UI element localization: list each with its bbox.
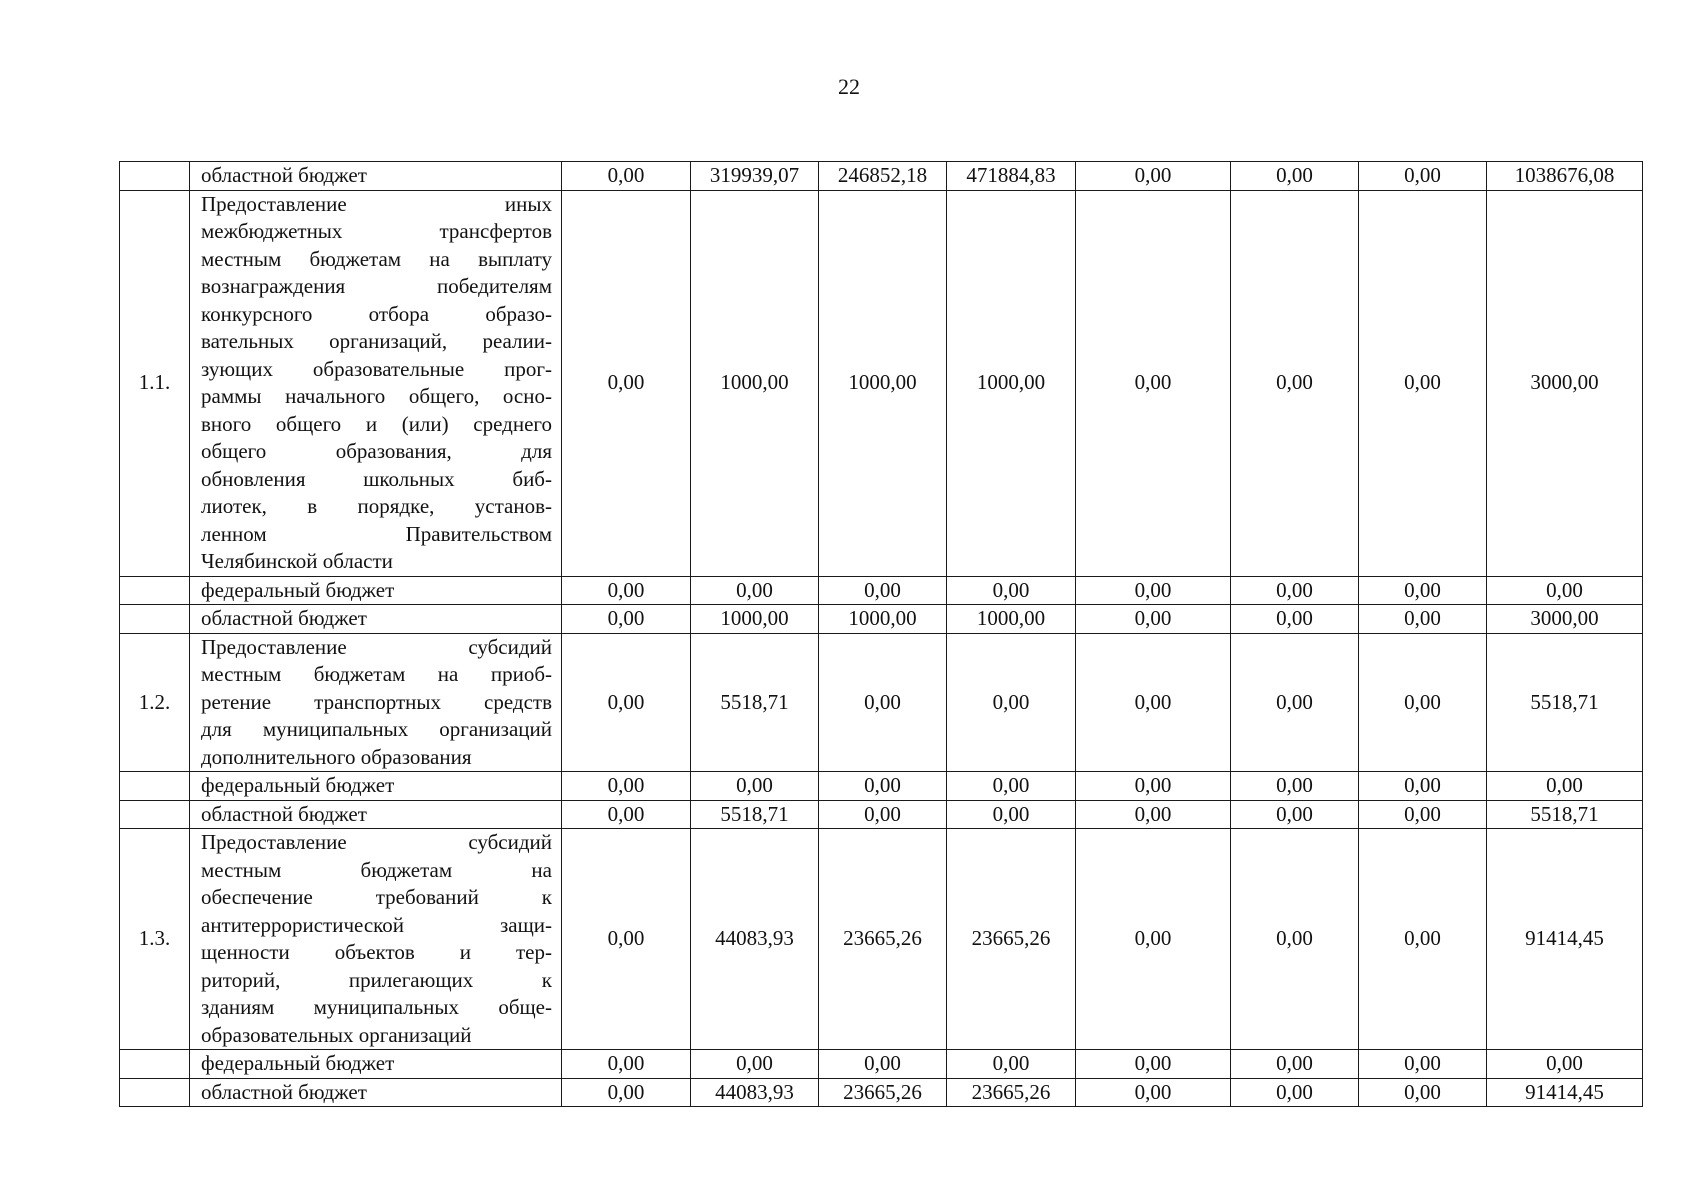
value-cell: 44083,93 — [691, 829, 819, 1050]
value-cell: 0,00 — [1231, 605, 1359, 634]
value-cell: 0,00 — [1487, 576, 1643, 605]
value-cell: 0,00 — [1359, 1050, 1487, 1079]
description-line: вознаграждения победителям — [201, 274, 552, 298]
value-cell: 0,00 — [1231, 576, 1359, 605]
value-cell: 0,00 — [1359, 633, 1487, 772]
description-line: обновления школьных биб- — [201, 466, 552, 491]
value-cell: 3000,00 — [1487, 190, 1643, 576]
description-line: межбюджетных трансфертов — [201, 219, 552, 243]
item-description-cell — [190, 633, 562, 772]
value-cell: 0,00 — [1231, 190, 1359, 576]
description-line: ретение транспортных средств — [201, 689, 552, 714]
value-cell: 0,00 — [1076, 772, 1231, 801]
budget-source-row — [120, 605, 1643, 634]
value-cell: 0,00 — [947, 1050, 1076, 1079]
program-item-row — [120, 633, 1643, 772]
description-line: Челябинской области — [201, 549, 393, 573]
value-cell: 0,00 — [562, 1078, 691, 1107]
value-cell: 0,00 — [1359, 772, 1487, 801]
description-line: местным бюджетам на приоб- — [201, 662, 552, 686]
value-cell: 0,00 — [1359, 190, 1487, 576]
program-item-row — [120, 829, 1643, 1050]
item-number-cell — [120, 576, 190, 605]
value-cell: 0,00 — [1231, 633, 1359, 772]
value-cell: 0,00 — [1231, 1078, 1359, 1107]
description-line: конкурсного отбора образо- — [201, 301, 552, 326]
value-cell: 0,00 — [691, 772, 819, 801]
value-cell: 44083,93 — [691, 1078, 819, 1107]
description-line: для муниципальных организаций — [201, 717, 552, 741]
value-cell: 0,00 — [1076, 829, 1231, 1050]
value-cell: 471884,83 — [947, 162, 1076, 191]
value-cell: 0,00 — [819, 633, 947, 772]
value-cell: 0,00 — [1359, 576, 1487, 605]
budget-table — [119, 161, 1643, 1107]
budget-source-row — [120, 800, 1643, 829]
value-cell: 0,00 — [562, 576, 691, 605]
description-line: Предоставление субсидий — [201, 634, 552, 659]
value-cell: 0,00 — [947, 772, 1076, 801]
description-line: раммы начального общего, осно- — [201, 384, 552, 408]
value-cell: 0,00 — [1076, 1078, 1231, 1107]
value-cell: 0,00 — [562, 605, 691, 634]
value-cell: 0,00 — [562, 800, 691, 829]
value-cell: 0,00 — [1487, 772, 1643, 801]
value-cell: 0,00 — [1487, 1050, 1643, 1079]
value-cell: 0,00 — [1359, 829, 1487, 1050]
budget-table-body — [120, 162, 1643, 1107]
value-cell: 0,00 — [1076, 576, 1231, 605]
value-cell: 0,00 — [562, 1050, 691, 1079]
description-line: местным бюджетам на — [201, 857, 552, 882]
budget-source-row — [120, 576, 1643, 605]
value-cell: 0,00 — [1076, 1050, 1231, 1079]
item-number-cell — [120, 1050, 190, 1079]
value-cell: 0,00 — [1359, 162, 1487, 191]
description-line: Предоставление субсидий — [201, 830, 552, 854]
item-description-cell — [190, 829, 562, 1050]
value-cell: 5518,71 — [1487, 633, 1643, 772]
item-number-cell — [120, 162, 190, 191]
value-cell: 1000,00 — [947, 605, 1076, 634]
description-line: Предоставление иных — [201, 191, 552, 216]
value-cell: 0,00 — [1076, 190, 1231, 576]
budget-source-row — [120, 1078, 1643, 1107]
value-cell: 0,00 — [1076, 633, 1231, 772]
value-cell: 91414,45 — [1487, 829, 1643, 1050]
value-cell: 0,00 — [691, 576, 819, 605]
value-cell: 0,00 — [1231, 772, 1359, 801]
description-line: дополнительного образования — [201, 744, 472, 769]
value-cell: 0,00 — [691, 1050, 819, 1079]
program-item-row — [120, 190, 1643, 576]
value-cell: 0,00 — [1359, 605, 1487, 634]
description-line: щенности объектов и тер- — [201, 940, 552, 964]
description-line: антитеррористической защи- — [201, 912, 552, 937]
value-cell: 0,00 — [1359, 1078, 1487, 1107]
description-line: образовательных организаций — [201, 1022, 472, 1047]
description-line: ленном Правительством — [201, 521, 552, 546]
budget-source-row — [120, 1050, 1643, 1079]
value-cell: 0,00 — [1076, 800, 1231, 829]
value-cell: 246852,18 — [819, 162, 947, 191]
description-line: зданиям муниципальных обще- — [201, 995, 552, 1019]
value-cell: 1000,00 — [691, 190, 819, 576]
value-cell: 0,00 — [1231, 162, 1359, 191]
budget-source-label: областной бюджет — [190, 162, 562, 191]
value-cell: 0,00 — [562, 162, 691, 191]
value-cell: 23665,26 — [947, 829, 1076, 1050]
value-cell: 0,00 — [947, 576, 1076, 605]
item-description-cell — [190, 190, 562, 576]
value-cell: 1000,00 — [819, 190, 947, 576]
value-cell: 1000,00 — [947, 190, 1076, 576]
value-cell: 91414,45 — [1487, 1078, 1643, 1107]
budget-source-row — [120, 772, 1643, 801]
budget-source-label: федеральный бюджет — [190, 772, 562, 801]
value-cell: 23665,26 — [947, 1078, 1076, 1107]
value-cell: 0,00 — [562, 829, 691, 1050]
value-cell: 0,00 — [1076, 605, 1231, 634]
item-number-cell: 1.1. — [120, 190, 190, 576]
budget-source-label: областной бюджет — [190, 800, 562, 829]
description-line: вательных организаций, реалии- — [201, 329, 552, 353]
description-line: обеспечение требований к — [201, 885, 552, 909]
value-cell: 319939,07 — [691, 162, 819, 191]
budget-source-label: областной бюджет — [190, 1078, 562, 1107]
description-line: вного общего и (или) среднего — [201, 411, 552, 436]
value-cell: 0,00 — [1231, 800, 1359, 829]
item-number-cell: 1.2. — [120, 633, 190, 772]
value-cell: 0,00 — [1359, 800, 1487, 829]
value-cell: 0,00 — [819, 800, 947, 829]
value-cell: 5518,71 — [691, 800, 819, 829]
item-number-cell — [120, 605, 190, 634]
value-cell: 0,00 — [562, 190, 691, 576]
value-cell: 0,00 — [562, 633, 691, 772]
value-cell: 1038676,08 — [1487, 162, 1643, 191]
value-cell: 23665,26 — [819, 829, 947, 1050]
item-number-cell — [120, 772, 190, 801]
value-cell: 5518,71 — [691, 633, 819, 772]
item-number-cell — [120, 800, 190, 829]
value-cell: 0,00 — [819, 1050, 947, 1079]
budget-source-row — [120, 162, 1643, 191]
item-number-cell — [120, 1078, 190, 1107]
value-cell: 1000,00 — [691, 605, 819, 634]
description-line: лиотек, в порядке, установ- — [201, 494, 552, 518]
value-cell: 0,00 — [947, 633, 1076, 772]
item-number-cell: 1.3. — [120, 829, 190, 1050]
value-cell: 1000,00 — [819, 605, 947, 634]
description-line: местным бюджетам на выплату — [201, 246, 552, 271]
budget-source-label: областной бюджет — [190, 605, 562, 634]
value-cell: 0,00 — [947, 800, 1076, 829]
value-cell: 23665,26 — [819, 1078, 947, 1107]
value-cell: 0,00 — [1231, 829, 1359, 1050]
description-line: общего образования, для — [201, 439, 552, 463]
description-line: зующих образовательные прог- — [201, 356, 552, 381]
value-cell: 3000,00 — [1487, 605, 1643, 634]
value-cell: 5518,71 — [1487, 800, 1643, 829]
value-cell: 0,00 — [1231, 1050, 1359, 1079]
budget-source-label: федеральный бюджет — [190, 576, 562, 605]
budget-source-label: федеральный бюджет — [190, 1050, 562, 1079]
value-cell: 0,00 — [819, 772, 947, 801]
value-cell: 0,00 — [562, 772, 691, 801]
value-cell: 0,00 — [819, 576, 947, 605]
value-cell: 0,00 — [1076, 162, 1231, 191]
page-number: 22 — [838, 74, 860, 99]
description-line: риторий, прилегающих к — [201, 967, 552, 992]
